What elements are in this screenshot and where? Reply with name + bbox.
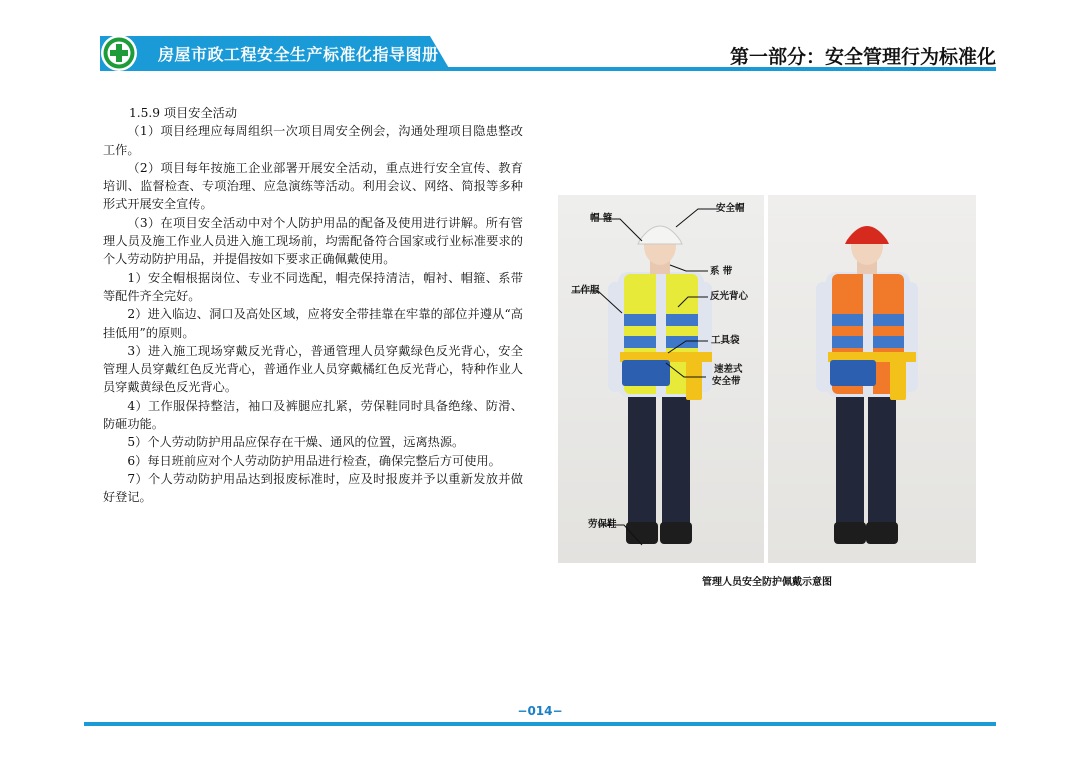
page-number: −014− xyxy=(517,704,563,718)
section-title: 第一部分：安全管理行为标准化 xyxy=(729,46,996,68)
label-shoes: 劳保鞋 xyxy=(588,519,617,530)
figure-caption: 管理人员安全防护佩戴示意图 xyxy=(702,577,832,588)
paragraph: 6）每日班前应对个人劳动防护用品进行检查，确保完整后方可使用。 xyxy=(127,453,501,468)
paragraph: 5）个人劳动防护用品应保存在干燥、通风的位置，远离热源。 xyxy=(127,435,465,450)
safety-cross-logo-icon xyxy=(100,34,138,72)
label-work-clothes: 工作服 xyxy=(571,285,600,296)
paragraph: 1）安全帽根据岗位、专业不同选配，帽壳保持清洁，帽衬、帽箍、系带等配件齐全完好。 xyxy=(103,270,523,303)
paragraph: 2）进入临边、洞口及高处区域，应将安全带挂靠在牢靠的部位并遵从“高挂低用”的原则。 xyxy=(103,307,523,340)
label-belt-line1: 速差式 xyxy=(714,364,743,375)
body-text xyxy=(103,104,523,507)
footer-rule xyxy=(84,722,996,726)
label-tool-bag: 工具袋 xyxy=(711,335,740,346)
paragraph: （3）在项目安全活动中对个人防护用品的配备及使用进行讲解。所有管理人员及施工作业人员进入施工现场前，均需配备符合国家或行业标准要求的个人劳动防护用品，并提倡按如下要求正确佩戴使用。 xyxy=(103,215,523,267)
label-vest: 反光背心 xyxy=(710,291,749,302)
label-helmet: 安全帽 xyxy=(716,203,745,214)
section-heading: 1.5.9 项目安全活动 xyxy=(129,106,238,120)
paragraph: 3）进入施工现场穿戴反光背心，普通管理人员穿戴绿色反光背心，安全管理人员穿戴红色反光背心，普通作业人员穿戴橘红色反光背心，特种作业人员穿戴黄绿色反光背心。 xyxy=(103,343,523,395)
paragraph: 4）工作服保持整洁，袖口及裤腿应扎紧，劳保鞋同时具备绝缘、防滑、防砸功能。 xyxy=(103,398,523,432)
paragraph: 7）个人劳动防护用品达到报废标准时，应及时报废并予以重新发放并做好登记。 xyxy=(103,471,523,505)
paragraph: （2）项目每年按施工企业部署开展安全活动，重点进行安全宣传、教育培训、监督检查、专项治理、应急演练等活动。利用会议、网络、简报等多种形式开展安全宣传。 xyxy=(103,160,523,212)
label-belt-line2: 安全带 xyxy=(712,376,741,387)
book-title: 房屋市政工程安全生产标准化指导图册 xyxy=(158,45,439,64)
paragraph: （1）项目经理应每周组织一次项目周安全例会，沟通处理项目隐患整改工作。 xyxy=(103,124,523,157)
label-hat-band: 帽 箍 xyxy=(590,213,613,224)
label-chin-strap: 系 带 xyxy=(710,266,733,277)
figure-person-right xyxy=(806,210,936,560)
